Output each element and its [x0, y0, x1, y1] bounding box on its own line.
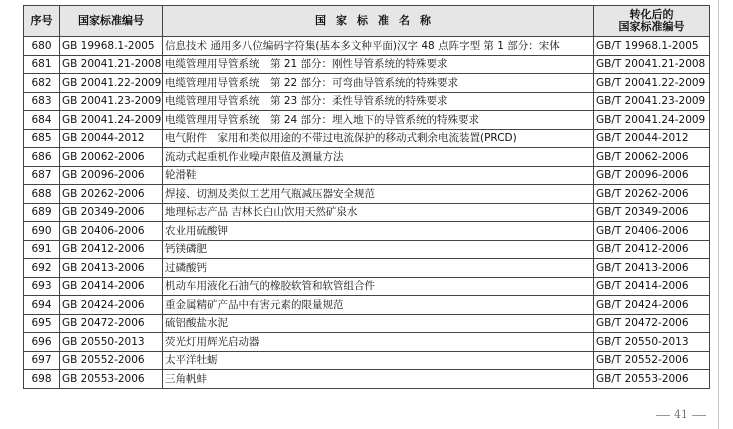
cell-std-name: 过磷酸钙: [163, 259, 594, 278]
cell-std-name: 焊接、切割及类似工艺用气瓶减压器安全规范: [163, 185, 594, 204]
header-seq: 序号: [24, 6, 60, 37]
cell-seq: 685: [24, 129, 60, 148]
cell-converted-number: GB/T 20044-2012: [594, 129, 710, 148]
cell-converted-number: GB/T 20472-2006: [594, 314, 710, 333]
header-converted-line2: 国家标准编号: [618, 20, 685, 33]
cell-std-number: GB 20349-2006: [60, 203, 163, 222]
cell-std-number: GB 20406-2006: [60, 222, 163, 241]
header-std-number: 国家标准编号: [60, 6, 163, 37]
cell-std-number: GB 19968.1-2005: [60, 37, 163, 56]
cell-std-number: GB 20041.24-2009: [60, 111, 163, 130]
cell-converted-number: GB/T 20424-2006: [594, 296, 710, 315]
cell-std-number: GB 20414-2006: [60, 277, 163, 296]
cell-std-name: 荧光灯用辉光启动器: [163, 333, 594, 352]
cell-seq: 693: [24, 277, 60, 296]
cell-converted-number: GB/T 20550-2013: [594, 333, 710, 352]
cell-converted-number: GB/T 20414-2006: [594, 277, 710, 296]
cell-std-number: GB 20041.22-2009: [60, 74, 163, 93]
table-row: [24, 129, 710, 148]
cell-std-name: 电缆管理用导管系统 第 23 部分：柔性导管系统的特殊要求: [163, 92, 594, 111]
cell-converted-number: GB/T 20552-2006: [594, 351, 710, 370]
cell-std-name: 三角帆蚌: [163, 370, 594, 389]
cell-seq: 688: [24, 185, 60, 204]
table-row: [24, 166, 710, 185]
cell-converted-number: GB/T 20553-2006: [594, 370, 710, 389]
cell-std-number: GB 20412-2006: [60, 240, 163, 259]
cell-std-name: 电缆管理用导管系统 第 24 部分：埋入地下的导管系统的特殊要求: [163, 111, 594, 130]
cell-converted-number: GB/T 20406-2006: [594, 222, 710, 241]
standards-table: [23, 5, 710, 389]
cell-std-name: 机动车用液化石油气的橡胶软管和软管组合件: [163, 277, 594, 296]
cell-std-number: GB 20413-2006: [60, 259, 163, 278]
cell-std-number: GB 20041.21-2008: [60, 55, 163, 74]
cell-std-number: GB 20041.23-2009: [60, 92, 163, 111]
table-row: [24, 333, 710, 352]
cell-std-number: GB 20550-2013: [60, 333, 163, 352]
cell-converted-number: GB/T 20062-2006: [594, 148, 710, 167]
table-row: [24, 277, 710, 296]
cell-std-number: GB 20096-2006: [60, 166, 163, 185]
cell-converted-number: GB/T 20041.21-2008: [594, 55, 710, 74]
table-row: [24, 148, 710, 167]
cell-std-name: 电气附件 家用和类似用途的不带过电流保护的移动式剩余电流装置(PRCD): [163, 129, 594, 148]
table-row: [24, 351, 710, 370]
cell-std-name: 硫铝酸盐水泥: [163, 314, 594, 333]
table-row: [24, 92, 710, 111]
page-number: 41: [674, 408, 688, 421]
cell-converted-number: GB/T 20096-2006: [594, 166, 710, 185]
table-row: [24, 370, 710, 389]
page-footer: [652, 408, 710, 421]
cell-std-name: 流动式起重机作业噪声限值及测量方法: [163, 148, 594, 167]
table-row: [24, 55, 710, 74]
cell-seq: 690: [24, 222, 60, 241]
cell-seq: 698: [24, 370, 60, 389]
cell-seq: 691: [24, 240, 60, 259]
cell-std-number: GB 20062-2006: [60, 148, 163, 167]
cell-std-name: 信息技术 通用多八位编码字符集(基本多文种平面)汉字 48 点阵字型 第 1 部分：宋体: [163, 37, 594, 56]
table-row: [24, 111, 710, 130]
cell-std-number: GB 20044-2012: [60, 129, 163, 148]
cell-std-number: GB 20262-2006: [60, 185, 163, 204]
table-row: [24, 314, 710, 333]
cell-converted-number: GB/T 20412-2006: [594, 240, 710, 259]
header-converted-number: [594, 6, 710, 37]
cell-seq: 680: [24, 37, 60, 56]
cell-seq: 692: [24, 259, 60, 278]
header-std-name: 国家标准名称: [163, 6, 594, 37]
cell-converted-number: GB/T 20413-2006: [594, 259, 710, 278]
table-row: [24, 240, 710, 259]
cell-converted-number: GB/T 20349-2006: [594, 203, 710, 222]
cell-std-name: 重金属精矿产品中有害元素的限量规范: [163, 296, 594, 315]
cell-std-name: 地理标志产品 吉林长白山饮用天然矿泉水: [163, 203, 594, 222]
cell-std-name: 太平洋牡蛎: [163, 351, 594, 370]
cell-seq: 687: [24, 166, 60, 185]
cell-std-name: 电缆管理用导管系统 第 22 部分：可弯曲导管系统的特殊要求: [163, 74, 594, 93]
cell-std-number: GB 20472-2006: [60, 314, 163, 333]
table-row: [24, 37, 710, 56]
cell-seq: 681: [24, 55, 60, 74]
cell-seq: 697: [24, 351, 60, 370]
table-header-row: [24, 6, 710, 37]
cell-seq: 683: [24, 92, 60, 111]
cell-converted-number: GB/T 20041.22-2009: [594, 74, 710, 93]
cell-seq: 684: [24, 111, 60, 130]
cell-std-name: 轮滑鞋: [163, 166, 594, 185]
header-converted-line1: 转化后的: [629, 8, 674, 21]
cell-converted-number: GB/T 19968.1-2005: [594, 37, 710, 56]
page-edge-rule: [718, 0, 719, 429]
cell-std-number: GB 20424-2006: [60, 296, 163, 315]
cell-std-name: 电缆管理用导管系统 第 21 部分：刚性导管系统的特殊要求: [163, 55, 594, 74]
cell-std-name: 钙镁磷肥: [163, 240, 594, 259]
cell-seq: 694: [24, 296, 60, 315]
cell-seq: 689: [24, 203, 60, 222]
table-row: [24, 203, 710, 222]
table-row: [24, 222, 710, 241]
cell-std-number: GB 20553-2006: [60, 370, 163, 389]
table-row: [24, 185, 710, 204]
footer-dash-right: [692, 415, 706, 416]
table-row: [24, 74, 710, 93]
cell-std-name: 农业用硫酸钾: [163, 222, 594, 241]
cell-converted-number: GB/T 20041.24-2009: [594, 111, 710, 130]
cell-seq: 696: [24, 333, 60, 352]
table-row: [24, 259, 710, 278]
cell-std-number: GB 20552-2006: [60, 351, 163, 370]
cell-seq: 695: [24, 314, 60, 333]
table-row: [24, 296, 710, 315]
cell-seq: 682: [24, 74, 60, 93]
cell-converted-number: GB/T 20262-2006: [594, 185, 710, 204]
cell-converted-number: GB/T 20041.23-2009: [594, 92, 710, 111]
footer-dash-left: [656, 415, 670, 416]
cell-seq: 686: [24, 148, 60, 167]
